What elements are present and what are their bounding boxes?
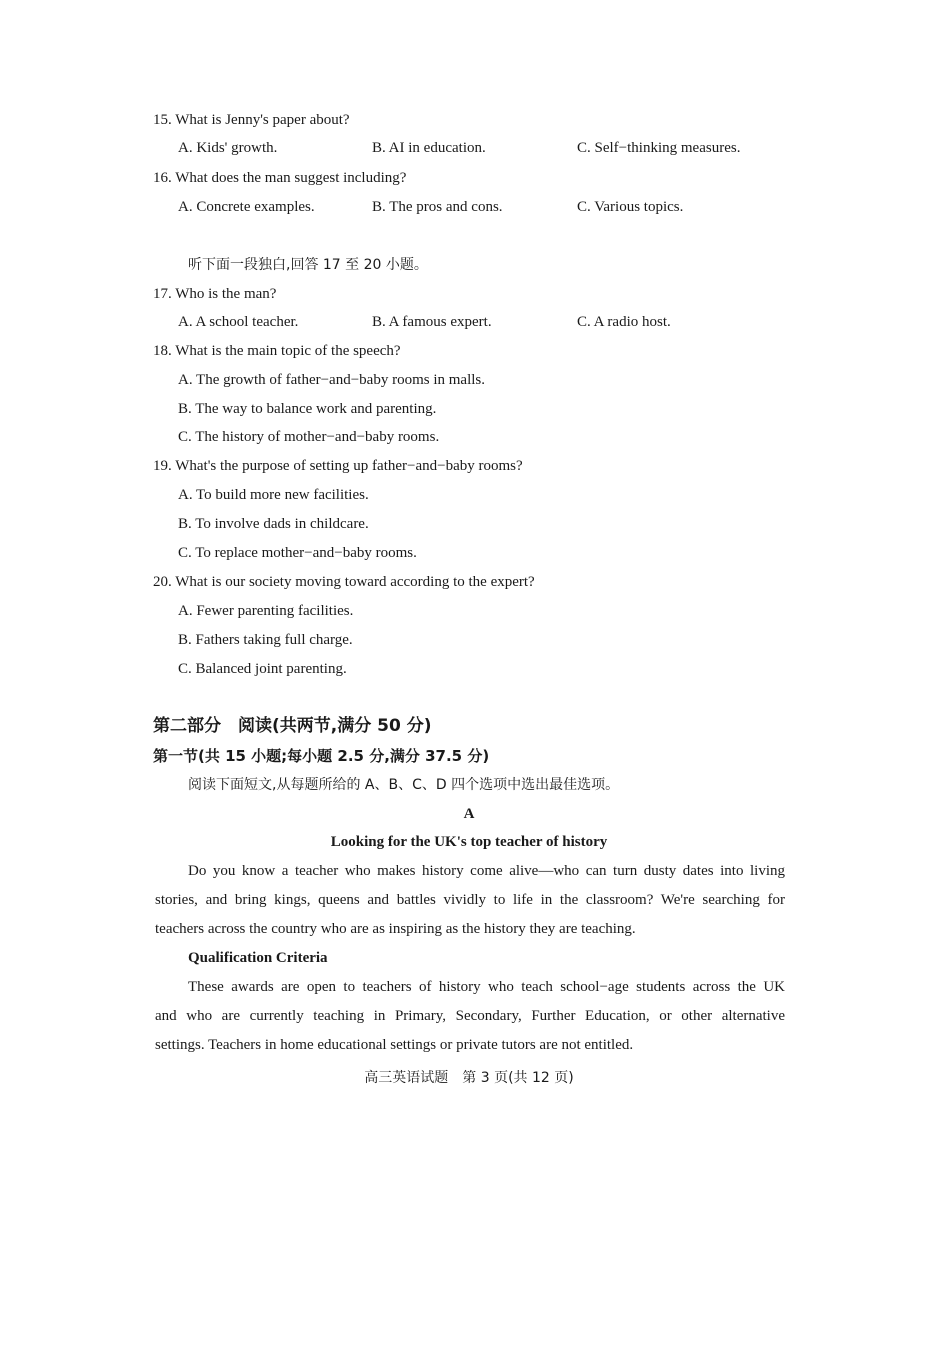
option-c: C. To replace mother−and−baby rooms. <box>178 545 417 561</box>
paragraph-line: stories, and bring kings, queens and battles vividly to life in the classroom? We're searching for <box>155 892 785 908</box>
part-title: 第二部分 阅读(共两节,满分 50 分) <box>153 716 432 736</box>
option-c: C. Various topics. <box>577 199 684 215</box>
option-c: C. The history of mother−and−baby rooms. <box>178 429 440 445</box>
paragraph-line: teachers across the country who are as inspiring as the history they are teaching. <box>155 921 636 937</box>
option-a: A. To build more new facilities. <box>178 487 369 503</box>
passage-title: Looking for the UK's top teacher of history <box>330 834 608 850</box>
paragraph-line: These awards are open to teachers of history who teach school−age students across the UK <box>188 979 785 995</box>
paragraph-line: Do you know a teacher who makes history come alive—who can turn dusty dates into living <box>188 863 785 879</box>
option-a: A. The growth of father−and−baby rooms in malls. <box>178 372 485 388</box>
passage-letter: A <box>463 806 475 822</box>
option-b: B. The pros and cons. <box>372 199 503 215</box>
option-c: C. A radio host. <box>577 314 671 330</box>
option-a: A. Kids' growth. <box>178 140 278 156</box>
question-text: 19. What's the purpose of setting up father−and−baby rooms? <box>153 458 523 474</box>
option-b: B. To involve dads in childcare. <box>178 516 369 532</box>
listening-instruction: 听下面一段独白,回答 17 至 20 小题。 <box>188 257 428 273</box>
page-footer: 高三英语试题 第 3 页(共 12 页) <box>364 1070 574 1086</box>
paragraph-line: and who are currently teaching in Primary, Secondary, Further Education, or other alternative <box>155 1008 785 1024</box>
option-b: B. AI in education. <box>372 140 486 156</box>
question-text: 15. What is Jenny's paper about? <box>153 112 350 128</box>
option-c: C. Self−thinking measures. <box>577 140 741 156</box>
option-a: A. A school teacher. <box>178 314 299 330</box>
question-text: 18. What is the main topic of the speech? <box>153 343 401 359</box>
option-a: A. Concrete examples. <box>178 199 315 215</box>
option-b: B. A famous expert. <box>372 314 492 330</box>
question-text: 20. What is our society moving toward according to the expert? <box>153 574 535 590</box>
question-text: 17. Who is the man? <box>153 286 277 302</box>
subheading: Qualification Criteria <box>188 950 328 966</box>
section-title: 第一节(共 15 小题;每小题 2.5 分,满分 37.5 分) <box>153 747 490 765</box>
option-b: B. The way to balance work and parenting. <box>178 401 437 417</box>
option-b: B. Fathers taking full charge. <box>178 632 353 648</box>
option-c: C. Balanced joint parenting. <box>178 661 347 677</box>
reading-instruction: 阅读下面短文,从每题所给的 A、B、C、D 四个选项中选出最佳选项。 <box>188 777 620 793</box>
paragraph-line: settings. Teachers in home educational settings or private tutors are not entitled. <box>155 1037 634 1053</box>
question-text: 16. What does the man suggest including? <box>153 170 407 186</box>
option-a: A. Fewer parenting facilities. <box>178 603 354 619</box>
